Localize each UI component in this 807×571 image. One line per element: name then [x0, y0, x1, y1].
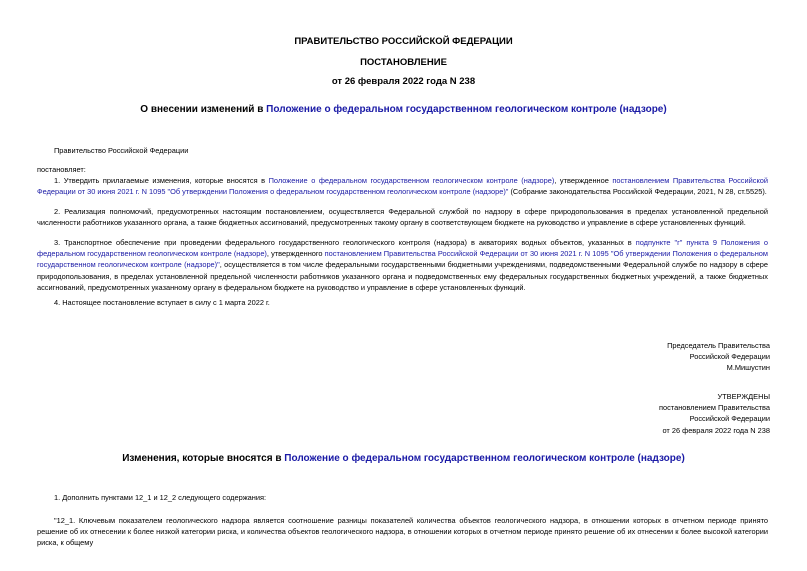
approval-block — [659, 391, 770, 436]
intro-government: Правительство Российской Федерации — [54, 146, 189, 155]
document-title — [0, 104, 807, 115]
changes-title-prefix: Изменения, которые вносятся в — [122, 453, 285, 464]
signature-name: М.Мишустин — [726, 363, 770, 373]
approval-country: Российской Федерации — [689, 414, 770, 424]
changes-title-link[interactable]: Положение о федеральном государственном геологическом контроле (надзоре) — [284, 453, 685, 464]
document-type: ПОСТАНОВЛЕНИЕ — [360, 57, 447, 68]
paragraph-1-text-a: 1. Утвердить прилагаемые изменения, которые вносятся в — [54, 176, 269, 185]
paragraph-3-link-resolution[interactable]: постановлением Правительства Российской Федерации от 30 июня 2021 г. N 1095 "Об утверждении Положения о федеральном государственном геологическом контроле (надзоре)" — [37, 249, 768, 270]
change-1: 1. Дополнить пунктами 12_1 и 12_2 следующего содержания: — [54, 493, 267, 502]
paragraph-3-text-a: 3. Транспортное обеспечение при проведении федерального государственного геологического контроля (надзора) в акваториях водных объектов, указанных в — [54, 238, 636, 247]
paragraph-1-text-c: (Собрание законодательства Российской Федерации, 2021, N 28, ст.5525). — [508, 187, 767, 197]
approval-heading: УТВЕРЖДЕНЫ — [717, 392, 770, 401]
paragraph-4: 4. Настоящее постановление вступает в силу с 1 марта 2022 г. — [54, 298, 270, 307]
paragraph-1-link-resolution[interactable]: постановлением Правительства Российской Федерации от 30 июня 2021 г. N 1095 "Об утверждении Положения о федеральном государственном геологическом контроле (надзоре)" — [37, 176, 769, 197]
signature-block — [667, 340, 770, 374]
paragraph-3-text-b: , утвержденного — [266, 249, 325, 259]
paragraph-1-link-regulation[interactable]: Положение о федеральном государственном геологическом контроле (надзоре) — [268, 176, 555, 185]
paragraph-3-text-c: , осуществляется в том числе федеральными государственными бюджетными учреждениями, подведомственными Федеральной службе по надзору в сфере природопользования, в пределах установленной предельной численности работников указанного органа и подведомственных ему федеральных государственных бюджетных учреждений, а также бюджетных ассигнований, предусмотренных указанному органу в федеральном бюджете на руководство и управление в сфере установленных функций. — [37, 260, 768, 292]
signature-position: Председатель Правительства — [667, 341, 770, 350]
document-title-link[interactable]: Положение о федеральном государственном геологическом контроле (надзоре) — [266, 104, 667, 115]
signature-country: Российской Федерации — [689, 352, 770, 362]
paragraph-2: 2. Реализация полномочий, предусмотренных настоящим постановлением, осуществляется Федеральной службой по надзору в сфере природопользования в пределах установленной предельной численности работников указанного органа, а также бюджетных ассигнований, предусмотренных такому органу в соответствующем бюджете на руководство и управление в сфере установленных функций. — [37, 207, 768, 228]
approval-by: постановлением Правительства — [659, 403, 770, 413]
document-title-prefix: О внесении изменений в — [140, 104, 267, 115]
paragraph-1 — [37, 175, 768, 197]
changes-title — [0, 453, 807, 464]
paragraph-1-text-b: , утвержденное — [554, 176, 613, 185]
government-heading: ПРАВИТЕЛЬСТВО РОССИЙСКОЙ ФЕДЕРАЦИИ — [294, 36, 513, 47]
change-1-text: "12_1. Ключевым показателем геологического надзора является соотношение разницы показателей количества объектов геологического надзора, в отношении которых в отчетном периоде принято решение об их отнесении к более низкой категории риска, и количества объектов геологического надзора, в отношении которых в отчетном периоде принято решение об их отнесении к более высокой категории риска, к общему — [37, 516, 768, 548]
approval-date: от 26 февраля 2022 года N 238 — [662, 425, 770, 435]
paragraph-3 — [37, 237, 768, 293]
intro-decides: постановляет: — [37, 165, 86, 174]
document-date-number: от 26 февраля 2022 года N 238 — [331, 76, 476, 87]
paragraph-3-link-subparagraph[interactable]: подпункте "г" пункта 9 Положения о федеральном государственном геологическом контроле (надзоре) — [37, 238, 769, 259]
